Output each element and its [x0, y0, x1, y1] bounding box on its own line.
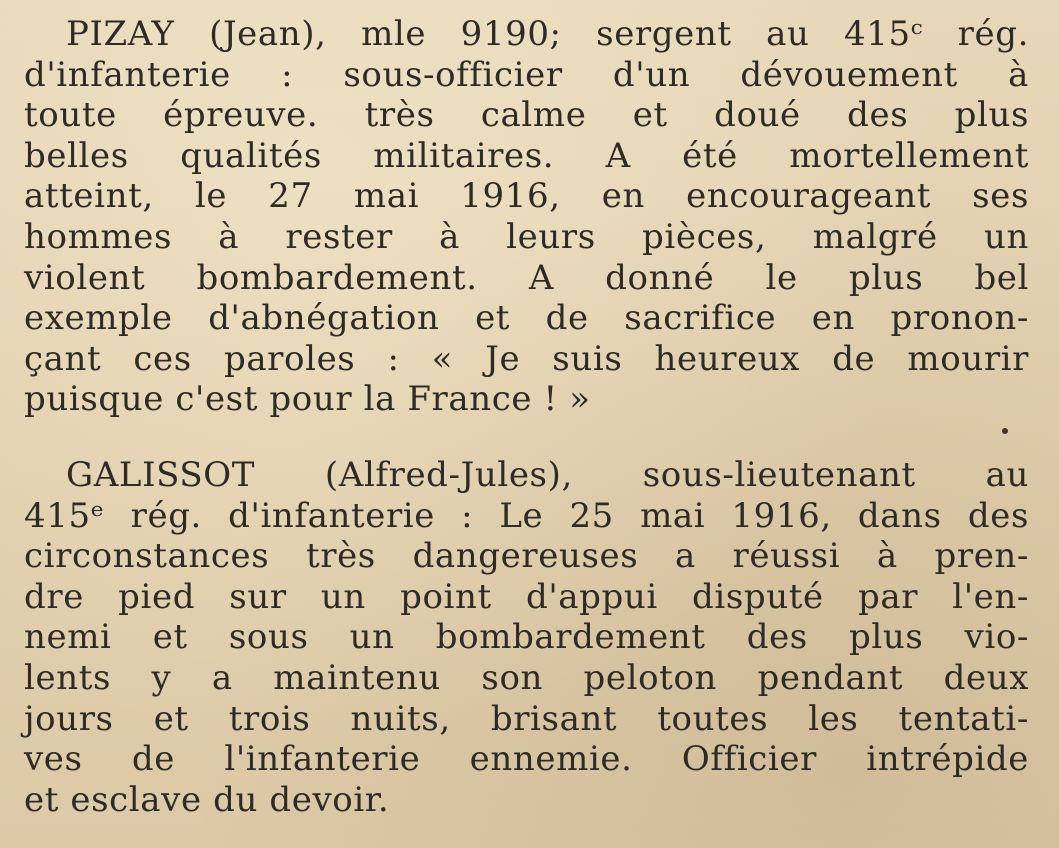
text-line: nemi et sous un bombardement des plus vio- [24, 617, 1029, 658]
text-line: belles qualités militaires. A été mortellement [24, 135, 1029, 176]
text-line: dre pied sur un point d'appui disputé par l'en- [24, 576, 1029, 617]
text-line: et esclave du devoir. [24, 779, 390, 820]
text-line: 415ᵉ rég. d'infanterie : Le 25 mai 1916, dans des [24, 495, 1029, 536]
text-line: PIZAY (Jean), mle 9190; sergent au 415ᶜ rég. [66, 14, 1029, 54]
text-line: violent bombardement. A donné le plus bel [24, 257, 1029, 298]
text-line: çant ces paroles : « Je suis heureux de mourir [24, 338, 1029, 379]
text-line: puisque c'est pour la France ! » [24, 379, 591, 420]
citation-galissot [24, 455, 1029, 820]
text-line: toute épreuve. très calme et doué des plus [24, 95, 1029, 136]
text-line: d'infanterie : sous-officier d'un dévouement à [24, 54, 1029, 95]
text-line: jours et trois nuits, brisant toutes les tentati- [24, 698, 1029, 739]
text-line: GALISSOT (Alfred-Jules), sous-lieutenant au [66, 454, 1029, 495]
text-line: hommes à rester à leurs pièces, malgré un [24, 216, 1029, 257]
citation-pizay [24, 14, 1029, 420]
text-line: ves de l'infanterie ennemie. Officier intrépide [24, 739, 1029, 780]
text-line: atteint, le 27 mai 1916, en encourageant ses [24, 176, 1029, 217]
text-line: exemple d'abnégation et de sacrifice en pronon- [24, 298, 1029, 339]
text-line: circonstances très dangereuses a réussi à pren- [24, 536, 1029, 577]
ink-speck [1002, 428, 1008, 434]
text-line: lents y a maintenu son peloton pendant deux [24, 657, 1029, 698]
